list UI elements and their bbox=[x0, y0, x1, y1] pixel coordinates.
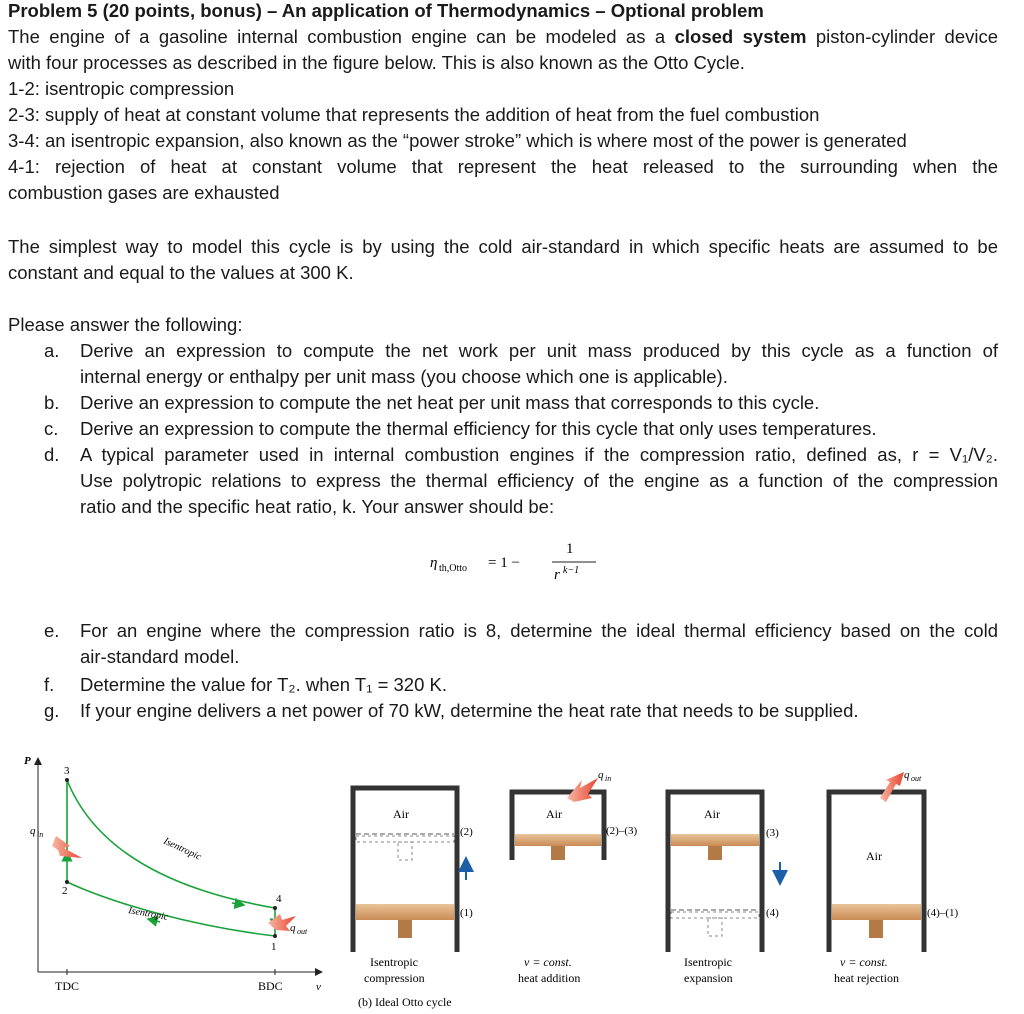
cyl3-state-3: (3) bbox=[766, 827, 779, 839]
cyl2-state-23: (2)–(3) bbox=[606, 825, 638, 837]
cyl3-state-4: (4) bbox=[766, 907, 779, 919]
figure-caption: (b) Ideal Otto cycle bbox=[358, 995, 452, 1009]
cyl3-ghost-rod bbox=[708, 918, 722, 936]
question-e-label: e. bbox=[44, 620, 60, 641]
answer-prompt: Please answer the following: bbox=[8, 314, 243, 335]
question-g bbox=[80, 698, 998, 724]
question-d bbox=[80, 442, 998, 520]
question-a-line-1: Derive an expression to compute the net work per unit mass produced by this cycle as a function of bbox=[80, 340, 998, 361]
model-paragraph bbox=[8, 234, 998, 286]
cyl2-air: Air bbox=[546, 807, 562, 821]
pv-q-in-sub: in bbox=[37, 830, 44, 839]
model-line-1: The simplest way to model this cycle is by using the cold air-standard in which specific heats are assumed to be bbox=[8, 236, 998, 257]
question-a bbox=[80, 338, 998, 390]
isentropic-compression-label: Isentropic bbox=[127, 905, 169, 923]
intro-pre: The engine of a gasoline internal combustion engine can be modeled as a bbox=[8, 26, 675, 47]
cyl4-caption-b: heat rejection bbox=[834, 971, 899, 985]
question-b-line-1: Derive an expression to compute the net heat per unit mass that corresponds to this cycle. bbox=[80, 392, 820, 413]
cyl1-rod bbox=[398, 920, 412, 938]
cyl2-caption-a: v = const. bbox=[524, 955, 572, 969]
cyl1-ghost-piston bbox=[356, 836, 454, 842]
question-e bbox=[80, 618, 998, 670]
pv-q-out: q bbox=[290, 922, 296, 934]
question-c-label: c. bbox=[44, 418, 59, 439]
cyl3-caption-b: expansion bbox=[684, 971, 733, 985]
state-4-label: 4 bbox=[276, 893, 282, 905]
otto-cycle-figure bbox=[0, 740, 1024, 1014]
process-2-3: 2-3: supply of heat at constant volume that represents the addition of heat from the fuel combustion bbox=[8, 104, 820, 125]
cyl2-rod bbox=[551, 846, 565, 860]
question-b-label: b. bbox=[44, 392, 60, 413]
cyl1-state-1: (1) bbox=[460, 907, 473, 919]
cyl2-q-in-sub: in bbox=[605, 774, 612, 783]
formula-numerator: 1 bbox=[566, 541, 574, 557]
question-a-line-2: internal energy or enthalpy per unit mass (you choose which one is applicable). bbox=[80, 366, 728, 387]
pv-q-in: q bbox=[30, 825, 36, 837]
model-line-2: constant and equal to the values at 300 K. bbox=[8, 262, 354, 283]
cyl1-caption-b: compression bbox=[364, 971, 425, 985]
process-1-2: 1-2: isentropic compression bbox=[8, 78, 235, 99]
question-d-line-2: Use polytropic relations to express the thermal efficiency of the engine as a function of the compression bbox=[80, 470, 998, 491]
state-4-point bbox=[273, 906, 277, 910]
question-d-label: d. bbox=[44, 444, 60, 465]
process-3-4: 3-4: an isentropic expansion, also known as the “power stroke” which is where most of the power is generated bbox=[8, 130, 907, 151]
question-f-line-1: Determine the value for T₂. when T₁ = 320 K. bbox=[80, 674, 448, 695]
cyl3-rod bbox=[708, 846, 722, 860]
cyl3-caption-a: Isentropic bbox=[684, 955, 732, 969]
process-4-1: 4-1: rejection of heat at constant volume that represent the heat released to the surrounding when the bbox=[8, 156, 998, 177]
cyl4-piston bbox=[832, 904, 921, 920]
formula-denominator: r bbox=[554, 567, 560, 583]
cyl1-ghost-rod bbox=[398, 842, 412, 860]
cyl2-q-in: q bbox=[598, 769, 604, 781]
question-g-label: g. bbox=[44, 700, 60, 721]
state-3-point bbox=[65, 778, 69, 782]
question-f-label: f. bbox=[44, 674, 55, 695]
question-c-line-1: Derive an expression to compute the thermal efficiency for this cycle that only uses temperatures. bbox=[80, 418, 877, 439]
state-2-point bbox=[65, 880, 69, 884]
arrow-3-4 bbox=[232, 903, 244, 905]
cyl4-caption-a: v = const. bbox=[840, 955, 888, 969]
cyl3-air: Air bbox=[704, 807, 720, 821]
question-d-line-1: A typical parameter used in internal combustion engines if the compression ratio, defined as, r = V₁/V₂. bbox=[80, 444, 998, 465]
cylinder-expansion bbox=[668, 792, 780, 985]
formula-denominator-sup: k−1 bbox=[563, 565, 580, 576]
state-1-label: 1 bbox=[271, 941, 277, 953]
state-1-point bbox=[273, 934, 277, 938]
cyl4-air: Air bbox=[866, 849, 882, 863]
cyl3-ghost-piston bbox=[671, 912, 759, 918]
cyl3-piston bbox=[671, 834, 759, 846]
cyl4-q-out-arrow-icon bbox=[880, 772, 904, 802]
question-b bbox=[80, 390, 998, 416]
cylinder-heat-addition bbox=[512, 769, 637, 985]
cyl4-rod bbox=[869, 920, 883, 938]
question-e-line-1: For an engine where the compression ratio is 8, determine the ideal thermal efficiency based on the cold bbox=[80, 620, 998, 641]
tdc-label: TDC bbox=[55, 979, 79, 993]
cyl4-state-41: (4)–(1) bbox=[927, 907, 959, 919]
intro-line-1 bbox=[8, 24, 998, 50]
process-4-1-cont: combustion gases are exhausted bbox=[8, 182, 280, 203]
state-2-label: 2 bbox=[62, 885, 68, 897]
cyl1-air: Air bbox=[393, 807, 409, 821]
cylinder-heat-rejection bbox=[829, 769, 958, 985]
problem-title: Problem 5 (20 points, bonus) – An application of Thermodynamics – Optional problem bbox=[8, 0, 764, 21]
question-a-label: a. bbox=[44, 340, 60, 361]
cyl4-q-out-sub: out bbox=[911, 774, 922, 783]
cyl4-q-out: q bbox=[904, 769, 910, 781]
isentropic-expansion-label: Isentropic bbox=[161, 835, 203, 863]
cyl2-caption-b: heat addition bbox=[518, 971, 581, 985]
v-axis-label: v bbox=[316, 981, 321, 993]
intro-bold: closed system bbox=[674, 26, 807, 47]
intro-post: piston-cylinder device bbox=[806, 26, 999, 47]
cyl1-state-2: (2) bbox=[460, 826, 473, 838]
cylinder-compression bbox=[353, 788, 473, 1009]
pv-q-out-sub: out bbox=[297, 927, 308, 936]
formula-svg bbox=[430, 536, 610, 586]
cyl1-caption-a: Isentropic bbox=[370, 955, 418, 969]
intro-line-2: with four processes as described in the figure below. This is also known as the Otto Cycle. bbox=[8, 52, 745, 73]
compression-curve bbox=[67, 882, 275, 936]
formula-eq: = 1 − bbox=[488, 555, 520, 571]
p-axis-label: P bbox=[24, 755, 31, 767]
otto-efficiency-formula bbox=[430, 536, 610, 591]
question-e-line-2: air-standard model. bbox=[80, 646, 240, 667]
question-c bbox=[80, 416, 998, 442]
question-f bbox=[80, 672, 998, 698]
formula-eta: η bbox=[430, 555, 438, 571]
bdc-label: BDC bbox=[258, 979, 283, 993]
cyl1-piston bbox=[356, 904, 454, 920]
state-3-label: 3 bbox=[64, 765, 70, 777]
intro-paragraph bbox=[8, 24, 998, 206]
question-d-line-3: ratio and the specific heat ratio, k. Your answer should be: bbox=[80, 496, 555, 517]
question-g-line-1: If your engine delivers a net power of 70 kW, determine the heat rate that needs to be supplied. bbox=[80, 700, 859, 721]
pv-diagram bbox=[24, 755, 322, 993]
cyl2-piston bbox=[515, 834, 601, 846]
formula-eta-sub: th,Otto bbox=[439, 563, 468, 574]
